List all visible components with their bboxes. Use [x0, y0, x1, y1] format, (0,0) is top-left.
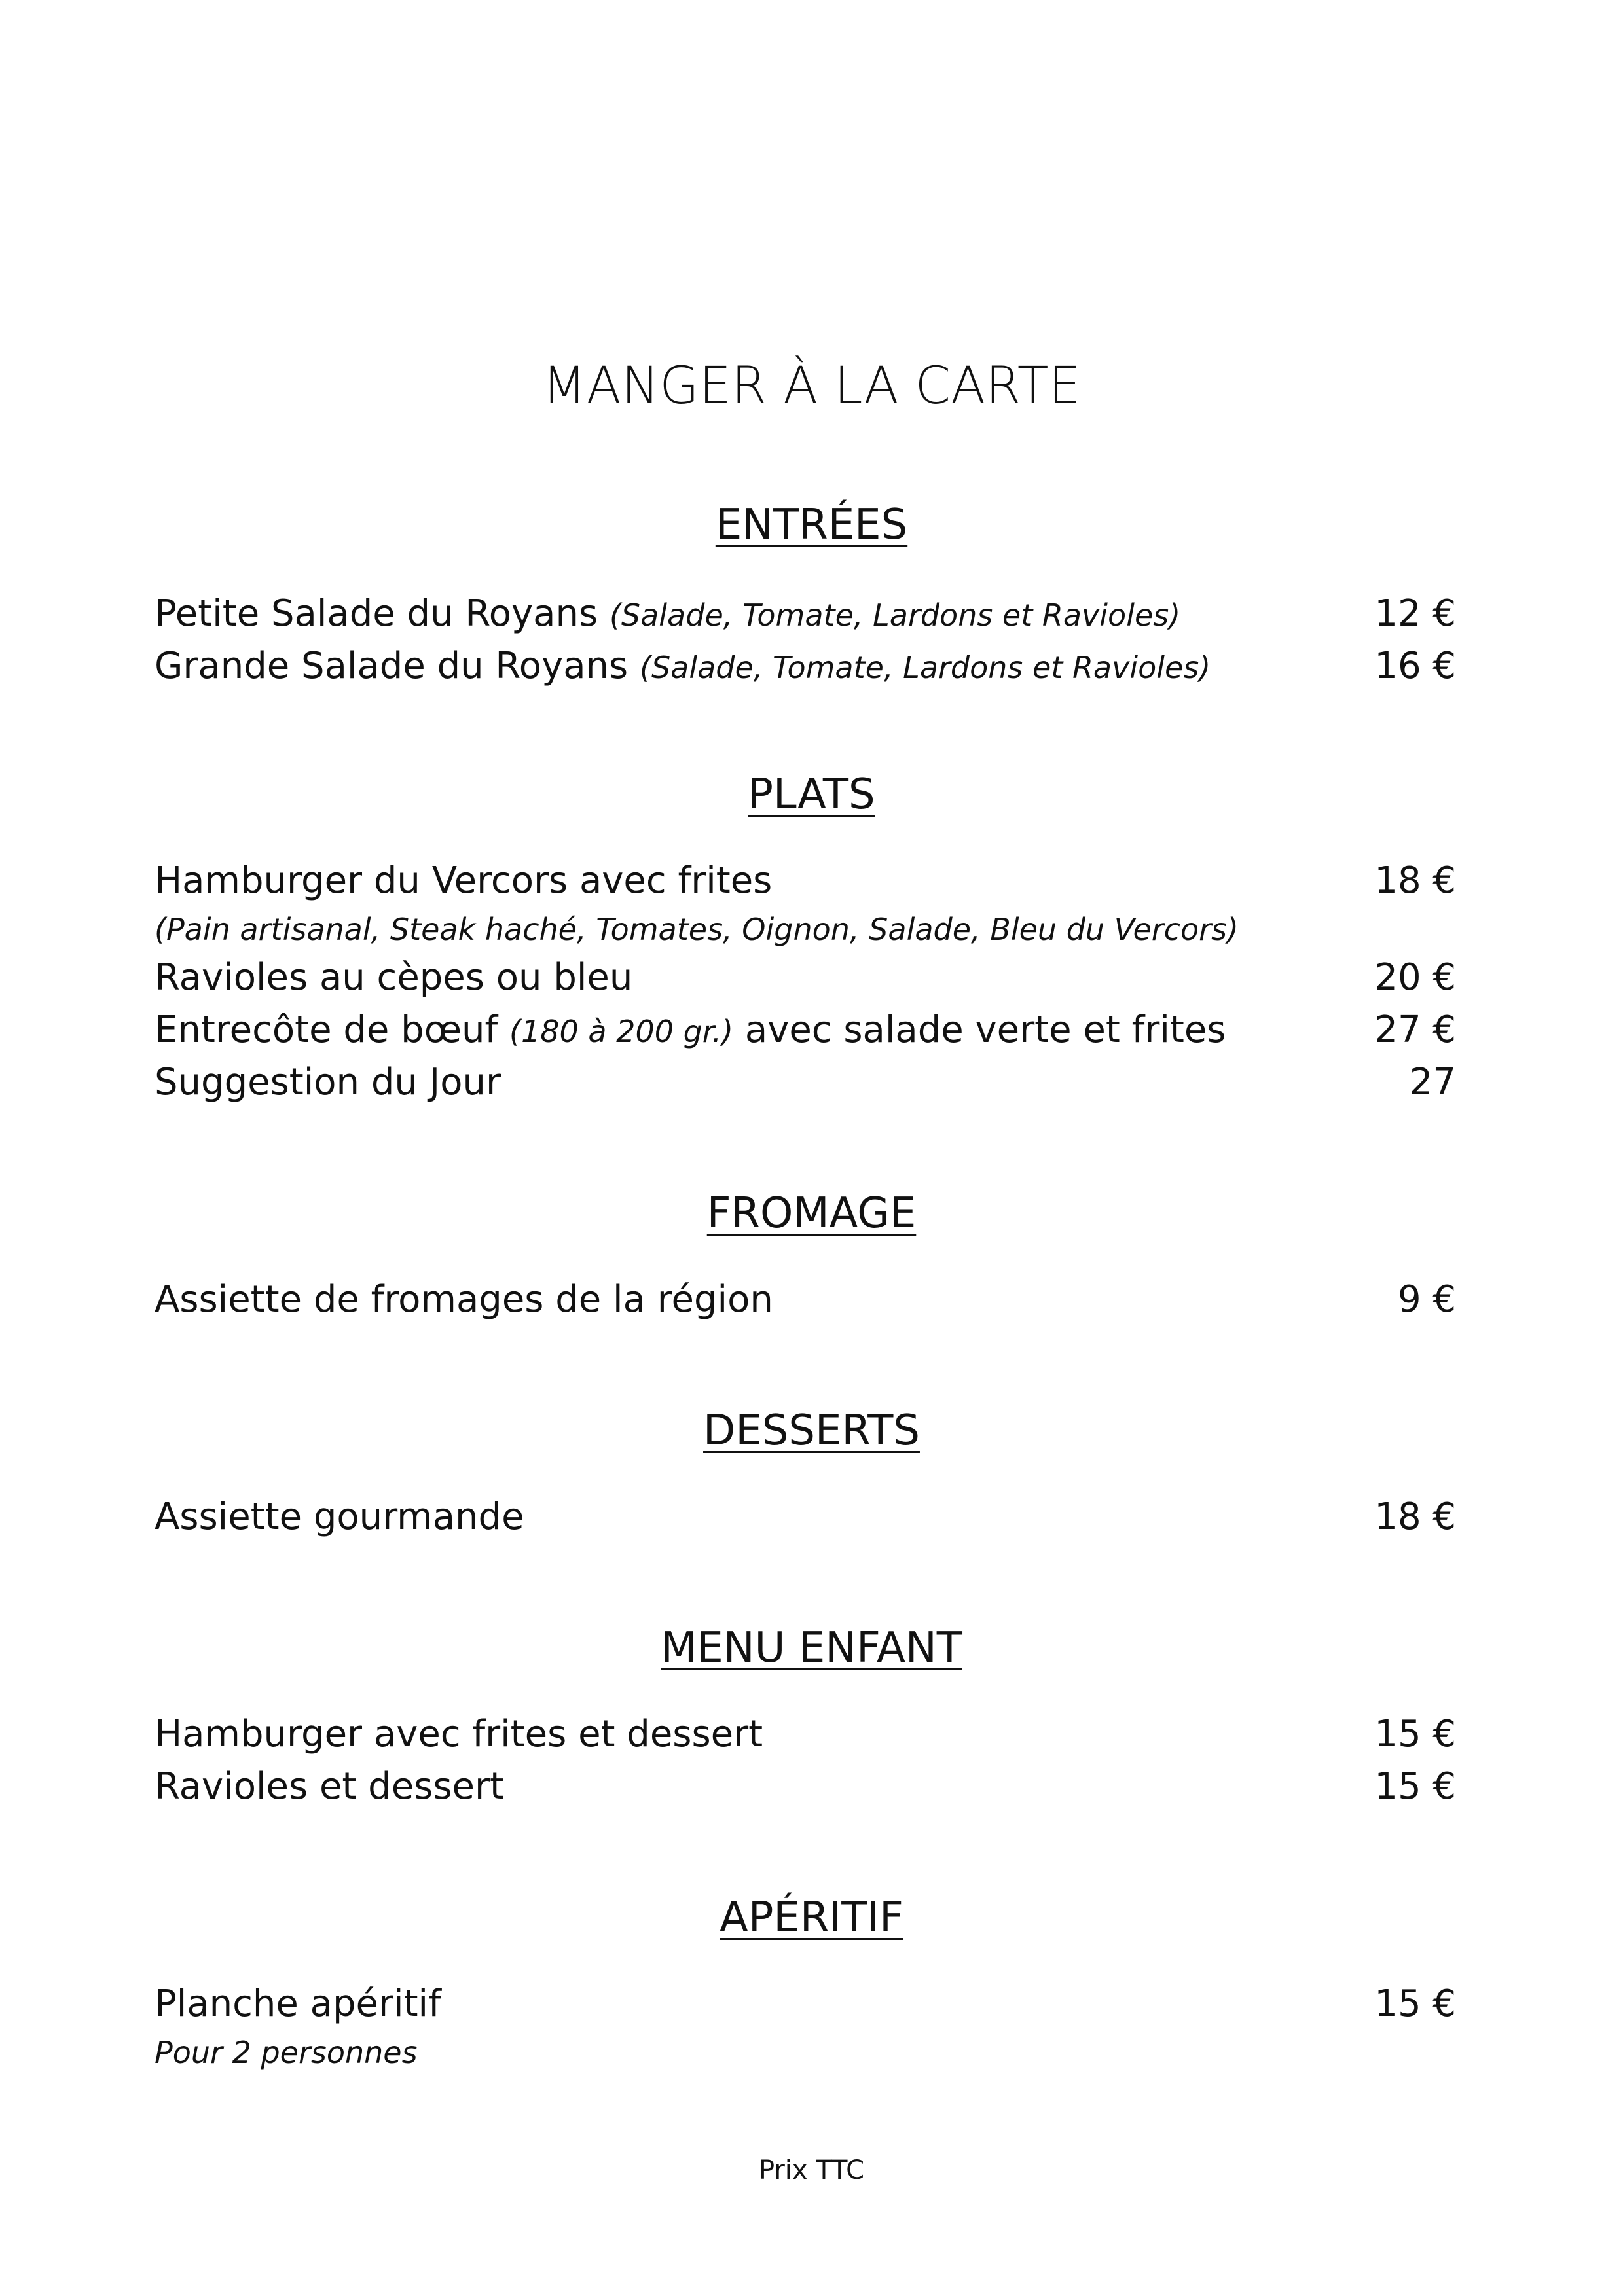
menu-item-name: Petite Salade du Royans	[155, 592, 598, 635]
menu-item-price: 20 €	[1374, 956, 1456, 999]
section-heading-label: DESSERTS	[703, 1407, 920, 1455]
menu-item-price: 15 €	[1374, 1982, 1456, 2025]
menu-item-name: Hamburger du Vercors avec frites	[155, 859, 773, 902]
menu-item-name: Ravioles au cèpes ou bleu	[155, 956, 633, 999]
section-heading-label: APÉRITIF	[720, 1893, 903, 1942]
menu-item-name: Ravioles et dessert	[155, 1765, 504, 1808]
menu-item-suffix: avec salade verte et frites	[744, 1009, 1226, 1051]
menu-item-entrecote	[155, 1004, 1456, 1056]
menu-item-ravioles-enfant	[155, 1761, 1456, 1813]
menu-item-price: 27 €	[1374, 1009, 1456, 1051]
section-heading-label: MENU ENFANT	[661, 1624, 962, 1672]
menu-item-detail: Pour 2 personnes	[155, 2035, 418, 2070]
menu-item-price: 9 €	[1397, 1278, 1456, 1321]
menu-item-name: Hamburger avec frites et dessert	[155, 1713, 763, 1755]
menu-item-hamburger-enfant	[155, 1708, 1456, 1761]
menu-item-detail: (Pain artisanal, Steak haché, Tomates, Oignon, Salade, Bleu du Vercors)	[155, 912, 1239, 947]
menu-item-grande-salade	[155, 640, 1456, 692]
menu-item-suggestion	[155, 1056, 1456, 1109]
menu-item-price: 15 €	[1374, 1765, 1456, 1808]
section-heading-entrees	[0, 499, 1623, 551]
section-heading-desserts	[0, 1405, 1623, 1457]
menu-item-hamburger-vercors	[155, 855, 1456, 907]
section-heading-label: FROMAGE	[706, 1189, 917, 1238]
menu-item-name: Grande Salade du Royans	[155, 645, 629, 687]
menu-item-price: 27	[1409, 1061, 1456, 1103]
menu-item-petite-salade	[155, 588, 1456, 640]
menu-item-name: Entrecôte de bœuf	[155, 1009, 498, 1051]
menu-item-price: 12 €	[1374, 592, 1456, 635]
section-heading-label: PLATS	[748, 770, 875, 819]
menu-item-note: (Salade, Tomate, Lardons et Ravioles)	[609, 598, 1181, 633]
menu-item-price: 18 €	[1374, 1496, 1456, 1538]
footer-note: Prix TTC	[758, 2155, 865, 2185]
section-heading-label: ENTRÉES	[715, 501, 908, 549]
menu-item-assiette-gourmande	[155, 1491, 1456, 1543]
section-heading-menu-enfant	[0, 1622, 1623, 1674]
menu-item-name: Suggestion du Jour	[155, 1061, 501, 1103]
menu-item-planche-aperitif	[155, 1978, 1456, 2030]
menu-item-price: 16 €	[1374, 645, 1456, 687]
menu-item-fromages	[155, 1274, 1456, 1326]
page-title: MANGER À LA CARTE	[542, 357, 1081, 416]
menu-item-ravioles	[155, 952, 1456, 1004]
menu-item-name: Assiette gourmande	[155, 1496, 524, 1538]
section-heading-plats	[0, 768, 1623, 821]
menu-item-note: (Salade, Tomate, Lardons et Ravioles)	[640, 650, 1211, 685]
menu-item-note: (180 à 200 gr.)	[509, 1014, 734, 1049]
menu-item-name: Assiette de fromages de la région	[155, 1278, 773, 1321]
section-heading-aperitif	[0, 1892, 1623, 1944]
menu-item-price: 18 €	[1374, 859, 1456, 902]
menu-item-name: Planche apéritif	[155, 1982, 441, 2025]
section-heading-fromage	[0, 1187, 1623, 1240]
menu-item-price: 15 €	[1374, 1713, 1456, 1755]
